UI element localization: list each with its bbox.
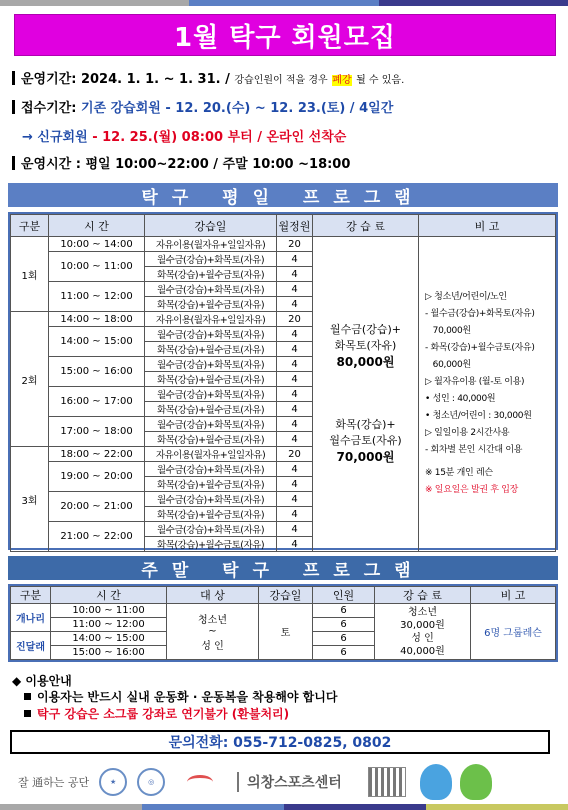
- weekend-section-title: 주말 탁구 프로그램: [8, 556, 558, 580]
- time-cell: 11:00 ~ 12:00: [49, 282, 145, 312]
- target-l1: 청소년: [198, 615, 227, 626]
- weekend-header-4: 인원: [313, 587, 375, 604]
- session-label: 2회: [11, 312, 49, 447]
- weekend-header-1: 시 간: [51, 587, 167, 604]
- target-l3: 성 인: [201, 641, 224, 652]
- weekend-capacity-cell: 6: [313, 618, 375, 632]
- lesson-days-cell: 화목(강습)+월수금토(자유): [145, 342, 277, 357]
- time-cell: 20:00 ~ 21:00: [49, 492, 145, 522]
- capacity-cell: 20: [277, 447, 313, 462]
- lesson-days-cell: 월수금(강습)+화목토(자유): [145, 492, 277, 507]
- time-cell: 10:00 ~ 11:00: [49, 252, 145, 282]
- target-l2: ~: [208, 626, 217, 637]
- fee-b-line1: 화목(강습)+: [335, 418, 396, 431]
- new-member-period: → 신규회원 - 12. 25.(월) 08:00 부터 / 온라인 선착순: [22, 130, 347, 145]
- capacity-cell: 4: [277, 537, 313, 552]
- lesson-days-cell: 월수금(강습)+화목토(자유): [145, 282, 277, 297]
- group-label: 개나리: [11, 604, 51, 632]
- group-label: 진달래: [11, 632, 51, 660]
- weekday-notes-cell: [419, 237, 556, 552]
- lesson-days-cell: 화목(강습)+월수금토(자유): [145, 507, 277, 522]
- weekday-header-1: 시 간: [49, 215, 145, 237]
- weekend-header-3: 강습일: [259, 587, 313, 604]
- lesson-days-cell: 화목(강습)+월수금토(자유): [145, 477, 277, 492]
- weekend-time-cell: 11:00 ~ 12:00: [51, 618, 167, 632]
- weekday-header-0: 구분: [11, 215, 49, 237]
- fee-b-price: 70,000원: [336, 450, 395, 464]
- note-line: 70,000원: [425, 326, 471, 336]
- mascot-blue-icon: [420, 764, 452, 800]
- capacity-cell: 4: [277, 492, 313, 507]
- page-title: 1월 탁구 회원모집: [14, 14, 556, 56]
- fee-a-line2: 화목토(자유): [334, 339, 397, 352]
- time-cell: 18:00 ~ 22:00: [49, 447, 145, 462]
- capacity-cell: 4: [277, 252, 313, 267]
- note-line: • 성인 : 40,000원: [425, 394, 496, 404]
- time-cell: 17:00 ~ 18:00: [49, 417, 145, 447]
- time-cell: 14:00 ~ 18:00: [49, 312, 145, 327]
- lesson-days-cell: 월수금(강습)+화목토(자유): [145, 387, 277, 402]
- note-line: 60,000원: [425, 360, 471, 370]
- note-line: ▷ 월자유이용 (월-토 이용): [425, 377, 525, 387]
- city-logo-icon: [187, 775, 213, 789]
- time-cell: 16:00 ~ 17:00: [49, 387, 145, 417]
- wfee-l3: 성 인: [411, 632, 434, 644]
- guide-heading: ◆ 이용안내: [12, 674, 72, 688]
- capacity-cell: 4: [277, 462, 313, 477]
- fee-b-line2: 월수금토(자유): [329, 434, 402, 447]
- capacity-cell: 4: [277, 357, 313, 372]
- weekend-capacity-cell: 6: [313, 604, 375, 618]
- footer-slogan: 잘 通하는 공단: [18, 776, 90, 789]
- capacity-cell: 20: [277, 237, 313, 252]
- weekday-table-frame: [8, 212, 558, 550]
- lesson-days-cell: 화목(강습)+월수금토(자유): [145, 297, 277, 312]
- lesson-days-cell: 월수금(강습)+화목토(자유): [145, 462, 277, 477]
- guide-line-2: 탁구 강습은 소그룹 강좌로 연기불가 (환불처리): [24, 706, 337, 723]
- mascot-green-icon: [460, 764, 492, 800]
- note-line: - 회차별 본인 시간대 이용: [425, 445, 523, 455]
- capacity-cell: 4: [277, 327, 313, 342]
- wfee-l1: 청소년: [408, 606, 437, 618]
- capacity-cell: 4: [277, 477, 313, 492]
- lesson-days-cell: 화목(강습)+월수금토(자유): [145, 402, 277, 417]
- capacity-cell: 4: [277, 402, 313, 417]
- wfee-l4: 40,000원: [400, 645, 445, 657]
- lesson-days-cell: 월수금(강습)+화목토(자유): [145, 357, 277, 372]
- weekday-header-2: 강습일: [145, 215, 277, 237]
- usage-guide: [12, 672, 337, 723]
- capacity-cell: 4: [277, 282, 313, 297]
- fee-a-line1: 월수금(강습)+: [330, 323, 401, 336]
- weekday-row: [11, 237, 556, 252]
- capacity-cell: 4: [277, 372, 313, 387]
- award-logo-icon: ◎: [137, 768, 165, 796]
- weekend-header-6: 비 고: [471, 587, 556, 604]
- registration-period: 접수기간: 기존 강습회원 - 12. 20.(수) ~ 12. 23.(토) / 4일간: [12, 97, 393, 116]
- weekend-header-0: 구분: [11, 587, 51, 604]
- lesson-days-cell: 화목(강습)+월수금토(자유): [145, 267, 277, 282]
- weekend-time-cell: 15:00 ~ 16:00: [51, 646, 167, 660]
- weekend-table-frame: [8, 584, 558, 662]
- time-cell: 15:00 ~ 16:00: [49, 357, 145, 387]
- capacity-cell: 4: [277, 342, 313, 357]
- lesson-days-cell: 월수금(강습)+화목토(자유): [145, 327, 277, 342]
- capacity-cell: 20: [277, 312, 313, 327]
- lesson-days-cell: 자유이용(월자유+일일자유): [145, 447, 277, 462]
- certification-logo-icon: ★: [99, 768, 127, 796]
- capacity-cell: 4: [277, 417, 313, 432]
- sports-center-name: 의창스포츠센터: [237, 772, 342, 792]
- weekend-time-cell: 10:00 ~ 11:00: [51, 604, 167, 618]
- session-label: 1회: [11, 237, 49, 312]
- bottom-color-band: [0, 804, 568, 810]
- note-line: - 화목(강습)+월수금토(자유): [425, 343, 535, 353]
- note-line: - 월수금(강습)+화목토(자유): [425, 309, 535, 319]
- capacity-cell: 4: [277, 432, 313, 447]
- weekend-header-2: 대 상: [167, 587, 259, 604]
- operation-period: 운영기간: 2024. 1. 1. ~ 1. 31. / 강습인원이 적을 경우 폐강 될 수 있음.: [12, 68, 404, 87]
- note-line: • 청소년/어린이 : 30,000원: [425, 411, 532, 421]
- guide-line-1: 이용자는 반드시 실내 운동화 · 운동복을 착용해야 합니다: [24, 689, 337, 706]
- weekday-table: [10, 214, 556, 552]
- weekday-section-title: 탁구 평일 프로그램: [8, 183, 558, 207]
- capacity-cell: 4: [277, 387, 313, 402]
- note-line: ▷ 일일이용 2시간사용: [425, 428, 510, 438]
- weekend-day-cell: 토: [259, 604, 313, 660]
- session-label: 3회: [11, 447, 49, 552]
- lesson-days-cell: 월수금(강습)+화목토(자유): [145, 417, 277, 432]
- lesson-days-cell: 월수금(강습)+화목토(자유): [145, 522, 277, 537]
- note-line: ※ 15분 개인 레슨: [425, 468, 493, 478]
- fee-a-price: 80,000원: [336, 355, 395, 369]
- weekday-header-5: 비 고: [419, 215, 556, 237]
- weekend-fee-cell: [375, 604, 471, 660]
- weekend-capacity-cell: 6: [313, 632, 375, 646]
- footer: [0, 760, 568, 804]
- weekday-header-4: 강 습 료: [313, 215, 419, 237]
- lesson-days-cell: 화목(강습)+월수금토(자유): [145, 432, 277, 447]
- target-cell: [167, 604, 259, 660]
- weekend-time-cell: 14:00 ~ 15:00: [51, 632, 167, 646]
- operation-hours: 운영시간 : 평일 10:00~22:00 / 주말 10:00 ~18:00: [12, 153, 350, 172]
- time-cell: 14:00 ~ 15:00: [49, 327, 145, 357]
- weekday-header-3: 월정원: [277, 215, 313, 237]
- time-cell: 10:00 ~ 14:00: [49, 237, 145, 252]
- lesson-days-cell: 월수금(강습)+화목토(자유): [145, 252, 277, 267]
- capacity-cell: 4: [277, 522, 313, 537]
- capacity-cell: 4: [277, 507, 313, 522]
- lesson-days-cell: 화목(강습)+월수금토(자유): [145, 537, 277, 552]
- weekend-note-cell: 6명 그룹레슨: [471, 604, 556, 660]
- capacity-cell: 4: [277, 297, 313, 312]
- top-color-band: [0, 0, 568, 6]
- weekend-table: [10, 586, 556, 660]
- weekday-fee-cell: [313, 237, 419, 552]
- time-cell: 21:00 ~ 22:00: [49, 522, 145, 552]
- contact-phone: 문의전화: 055-712-0825, 0802: [10, 730, 550, 754]
- weekend-header-5: 강 습 료: [375, 587, 471, 604]
- note-line: ▷ 청소년/어린이/노인: [425, 292, 507, 302]
- note-line: ※ 일요일은 발권 후 입장: [425, 485, 519, 495]
- lesson-days-cell: 화목(강습)+월수금토(자유): [145, 372, 277, 387]
- time-cell: 19:00 ~ 20:00: [49, 462, 145, 492]
- weekend-row: [11, 604, 556, 618]
- capacity-cell: 4: [277, 267, 313, 282]
- weekend-capacity-cell: 6: [313, 646, 375, 660]
- lesson-days-cell: 자유이용(월자유+일일자유): [145, 237, 277, 252]
- building-logo-icon: [368, 767, 406, 797]
- wfee-l2: 30,000원: [400, 619, 445, 631]
- lesson-days-cell: 자유이용(월자유+일일자유): [145, 312, 277, 327]
